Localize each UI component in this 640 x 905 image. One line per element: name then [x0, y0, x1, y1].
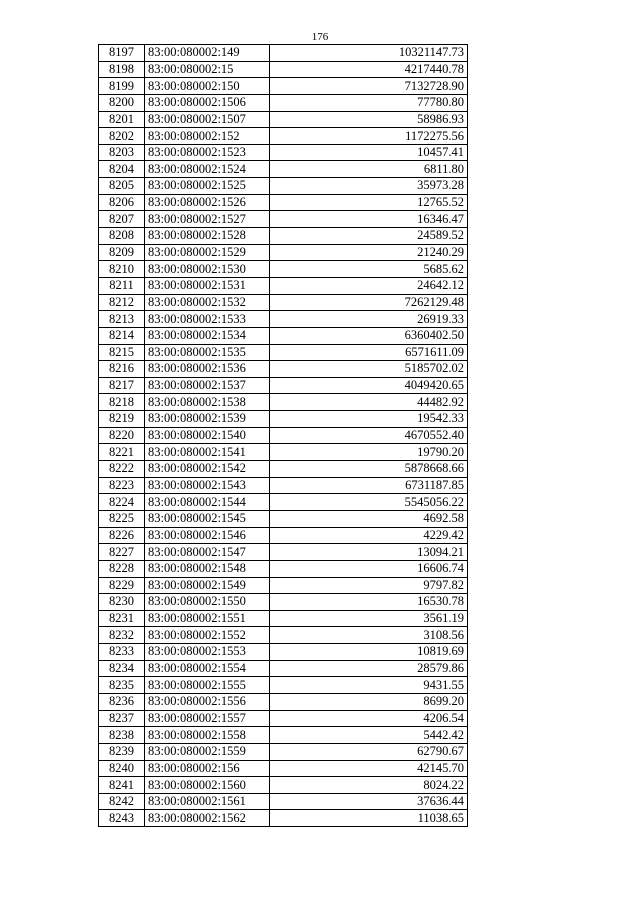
row-number: 8235: [99, 677, 145, 694]
cadastral-value: 3108.56: [270, 627, 468, 644]
row-number: 8215: [99, 344, 145, 361]
cadastral-number: 83:00:080002:1556: [145, 693, 270, 710]
row-number: 8213: [99, 311, 145, 328]
row-number: 8220: [99, 427, 145, 444]
table-row: [99, 78, 468, 95]
table-row: [99, 560, 468, 577]
table-row: [99, 760, 468, 777]
cadastral-number: 83:00:080002:1545: [145, 510, 270, 527]
cadastral-value: 7262129.48: [270, 294, 468, 311]
table-row: [99, 544, 468, 561]
cadastral-value: 9797.82: [270, 577, 468, 594]
cadastral-number: 83:00:080002:1507: [145, 111, 270, 128]
cadastral-number: 83:00:080002:1553: [145, 644, 270, 661]
cadastral-number: 83:00:080002:1550: [145, 594, 270, 611]
cadastral-value: 16606.74: [270, 560, 468, 577]
row-number: 8206: [99, 194, 145, 211]
cadastral-number: 83:00:080002:1532: [145, 294, 270, 311]
table-row: [99, 144, 468, 161]
cadastral-number: 83:00:080002:1538: [145, 394, 270, 411]
cadastral-number: 83:00:080002:1527: [145, 211, 270, 228]
table-row: [99, 411, 468, 428]
row-number: 8209: [99, 244, 145, 261]
cadastral-number: 83:00:080002:1546: [145, 527, 270, 544]
cadastral-value: 21240.29: [270, 244, 468, 261]
cadastral-value: 9431.55: [270, 677, 468, 694]
row-number: 8229: [99, 577, 145, 594]
cadastral-value: 4229.42: [270, 527, 468, 544]
row-number: 8199: [99, 78, 145, 95]
cadastral-value: 7132728.90: [270, 78, 468, 95]
row-number: 8227: [99, 544, 145, 561]
row-number: 8208: [99, 228, 145, 245]
cadastral-number: 83:00:080002:1524: [145, 161, 270, 178]
cadastral-number: 83:00:080002:1526: [145, 194, 270, 211]
cadastral-number: 83:00:080002:1523: [145, 144, 270, 161]
table-row: [99, 777, 468, 794]
table-row: [99, 810, 468, 827]
table-row: [99, 627, 468, 644]
row-number: 8238: [99, 727, 145, 744]
cadastral-value: 12765.52: [270, 194, 468, 211]
cadastral-number: 83:00:080002:1557: [145, 710, 270, 727]
cadastral-number: 83:00:080002:1540: [145, 427, 270, 444]
cadastral-value: 3561.19: [270, 610, 468, 627]
cadastral-number: 83:00:080002:1535: [145, 344, 270, 361]
table-row: [99, 427, 468, 444]
row-number: 8231: [99, 610, 145, 627]
table-row: [99, 277, 468, 294]
table-row: [99, 261, 468, 278]
cadastral-value: 5878668.66: [270, 461, 468, 478]
table-row: [99, 161, 468, 178]
cadastral-value: 1172275.56: [270, 128, 468, 145]
cadastral-value: 4217440.78: [270, 61, 468, 78]
cadastral-value: 4670552.40: [270, 427, 468, 444]
cadastral-number: 83:00:080002:1537: [145, 377, 270, 394]
cadastral-value: 19542.33: [270, 411, 468, 428]
table-row: [99, 793, 468, 810]
row-number: 8230: [99, 594, 145, 611]
cadastral-number: 83:00:080002:1534: [145, 327, 270, 344]
row-number: 8205: [99, 178, 145, 195]
cadastral-value: 77780.80: [270, 94, 468, 111]
cadastral-number: 83:00:080002:1548: [145, 560, 270, 577]
table-row: [99, 693, 468, 710]
row-number: 8223: [99, 477, 145, 494]
cadastral-number: 83:00:080002:1531: [145, 277, 270, 294]
cadastral-value: 4049420.65: [270, 377, 468, 394]
table-row: [99, 211, 468, 228]
table-row: [99, 228, 468, 245]
cadastral-number: 83:00:080002:1544: [145, 494, 270, 511]
table-row: [99, 294, 468, 311]
cadastral-number: 83:00:080002:1547: [145, 544, 270, 561]
cadastral-value: 44482.92: [270, 394, 468, 411]
cadastral-value: 5442.42: [270, 727, 468, 744]
table-body: [99, 45, 468, 827]
cadastral-number: 83:00:080002:1558: [145, 727, 270, 744]
row-number: 8214: [99, 327, 145, 344]
data-table: [98, 44, 468, 827]
cadastral-number: 83:00:080002:1551: [145, 610, 270, 627]
row-number: 8243: [99, 810, 145, 827]
row-number: 8217: [99, 377, 145, 394]
cadastral-value: 26919.33: [270, 311, 468, 328]
table-row: [99, 727, 468, 744]
table-row: [99, 128, 468, 145]
cadastral-number: 83:00:080002:1555: [145, 677, 270, 694]
row-number: 8234: [99, 660, 145, 677]
row-number: 8224: [99, 494, 145, 511]
cadastral-value: 4206.54: [270, 710, 468, 727]
row-number: 8239: [99, 743, 145, 760]
cadastral-value: 6360402.50: [270, 327, 468, 344]
cadastral-value: 19790.20: [270, 444, 468, 461]
cadastral-number: 83:00:080002:1542: [145, 461, 270, 478]
row-number: 8211: [99, 277, 145, 294]
row-number: 8219: [99, 411, 145, 428]
table-row: [99, 94, 468, 111]
cadastral-value: 5185702.02: [270, 361, 468, 378]
table-row: [99, 510, 468, 527]
row-number: 8216: [99, 361, 145, 378]
cadastral-value: 5685.62: [270, 261, 468, 278]
row-number: 8198: [99, 61, 145, 78]
table-row: [99, 194, 468, 211]
table-row: [99, 361, 468, 378]
cadastral-value: 6731187.85: [270, 477, 468, 494]
cadastral-value: 13094.21: [270, 544, 468, 561]
cadastral-number: 83:00:080002:15: [145, 61, 270, 78]
row-number: 8233: [99, 644, 145, 661]
table-row: [99, 327, 468, 344]
table-row: [99, 111, 468, 128]
page-number: 176: [311, 31, 329, 43]
table-row: [99, 660, 468, 677]
cadastral-value: 16530.78: [270, 594, 468, 611]
cadastral-number: 83:00:080002:149: [145, 45, 270, 62]
cadastral-number: 83:00:080002:1525: [145, 178, 270, 195]
cadastral-value: 24589.52: [270, 228, 468, 245]
table-row: [99, 743, 468, 760]
row-number: 8242: [99, 793, 145, 810]
cadastral-value: 11038.65: [270, 810, 468, 827]
cadastral-number: 83:00:080002:1562: [145, 810, 270, 827]
row-number: 8207: [99, 211, 145, 228]
table-row: [99, 244, 468, 261]
row-number: 8221: [99, 444, 145, 461]
cadastral-value: 62790.67: [270, 743, 468, 760]
table-row: [99, 677, 468, 694]
cadastral-number: 83:00:080002:156: [145, 760, 270, 777]
table-row: [99, 494, 468, 511]
row-number: 8236: [99, 693, 145, 710]
table-row: [99, 610, 468, 627]
cadastral-value: 5545056.22: [270, 494, 468, 511]
table-row: [99, 61, 468, 78]
row-number: 8218: [99, 394, 145, 411]
table-row: [99, 527, 468, 544]
cadastral-number: 83:00:080002:1530: [145, 261, 270, 278]
table-row: [99, 710, 468, 727]
cadastral-number: 83:00:080002:1529: [145, 244, 270, 261]
cadastral-value: 28579.86: [270, 660, 468, 677]
row-number: 8200: [99, 94, 145, 111]
table-row: [99, 377, 468, 394]
cadastral-value: 8024.22: [270, 777, 468, 794]
row-number: 8204: [99, 161, 145, 178]
cadastral-number: 83:00:080002:1560: [145, 777, 270, 794]
cadastral-number: 83:00:080002:1541: [145, 444, 270, 461]
row-number: 8210: [99, 261, 145, 278]
cadastral-value: 24642.12: [270, 277, 468, 294]
row-number: 8202: [99, 128, 145, 145]
table-row: [99, 444, 468, 461]
row-number: 8241: [99, 777, 145, 794]
table-row: [99, 577, 468, 594]
row-number: 8222: [99, 461, 145, 478]
cadastral-value: 4692.58: [270, 510, 468, 527]
cadastral-number: 83:00:080002:150: [145, 78, 270, 95]
row-number: 8232: [99, 627, 145, 644]
cadastral-value: 6571611.09: [270, 344, 468, 361]
table-row: [99, 394, 468, 411]
table-row: [99, 344, 468, 361]
table-row: [99, 178, 468, 195]
cadastral-value: 35973.28: [270, 178, 468, 195]
row-number: 8240: [99, 760, 145, 777]
cadastral-value: 10819.69: [270, 644, 468, 661]
cadastral-value: 42145.70: [270, 760, 468, 777]
cadastral-value: 8699.20: [270, 693, 468, 710]
cadastral-value: 16346.47: [270, 211, 468, 228]
cadastral-value: 58986.93: [270, 111, 468, 128]
cadastral-value: 6811.80: [270, 161, 468, 178]
cadastral-number: 83:00:080002:1561: [145, 793, 270, 810]
row-number: 8212: [99, 294, 145, 311]
table-row: [99, 644, 468, 661]
cadastral-number: 83:00:080002:1528: [145, 228, 270, 245]
cadastral-number: 83:00:080002:1543: [145, 477, 270, 494]
row-number: 8237: [99, 710, 145, 727]
table-row: [99, 461, 468, 478]
cadastral-value: 37636.44: [270, 793, 468, 810]
row-number: 8226: [99, 527, 145, 544]
row-number: 8225: [99, 510, 145, 527]
table-row: [99, 477, 468, 494]
cadastral-number: 83:00:080002:1536: [145, 361, 270, 378]
row-number: 8228: [99, 560, 145, 577]
table-row: [99, 45, 468, 62]
cadastral-number: 83:00:080002:1559: [145, 743, 270, 760]
table-row: [99, 311, 468, 328]
cadastral-number: 83:00:080002:1506: [145, 94, 270, 111]
row-number: 8201: [99, 111, 145, 128]
cadastral-number: 83:00:080002:1533: [145, 311, 270, 328]
row-number: 8197: [99, 45, 145, 62]
cadastral-number: 83:00:080002:1552: [145, 627, 270, 644]
cadastral-number: 83:00:080002:1554: [145, 660, 270, 677]
cadastral-value: 10457.41: [270, 144, 468, 161]
cadastral-number: 83:00:080002:152: [145, 128, 270, 145]
table-row: [99, 594, 468, 611]
cadastral-number: 83:00:080002:1549: [145, 577, 270, 594]
row-number: 8203: [99, 144, 145, 161]
cadastral-value: 10321147.73: [270, 45, 468, 62]
cadastral-number: 83:00:080002:1539: [145, 411, 270, 428]
